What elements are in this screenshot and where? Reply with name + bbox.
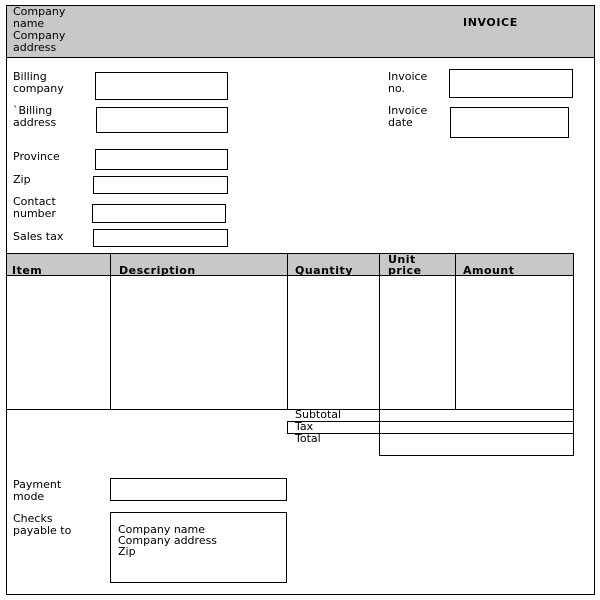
sales-tax-label: Sales tax (13, 230, 64, 243)
sales-tax-field[interactable] (93, 229, 228, 247)
zip-field[interactable] (93, 176, 228, 194)
invoice-date-field[interactable] (450, 107, 569, 138)
subtotal-label: Subtotal (295, 408, 342, 421)
contact-number-label: Contact number (13, 195, 56, 220)
column-divider (455, 253, 456, 410)
description-column-header: Description (119, 264, 196, 277)
unit-price-column-header: Unit price (388, 253, 422, 277)
contact-number-field[interactable] (92, 204, 226, 223)
billing-address-label: `Billing address (13, 104, 57, 129)
province-field[interactable] (95, 149, 228, 170)
zip-label: Zip (13, 173, 31, 186)
invoice-no-label: Invoice no. (388, 70, 428, 95)
checks-payable-label: Checks payable to (13, 512, 72, 537)
payment-mode-field[interactable] (110, 478, 287, 501)
payee-details: Company name Company address Zip (118, 523, 218, 558)
company-name-label: Company name (13, 5, 66, 30)
invoice-title: INVOICE (463, 16, 518, 29)
item-column-header: Item (12, 264, 43, 277)
column-divider (287, 253, 288, 410)
billing-company-field[interactable] (95, 72, 228, 100)
tax-label: Tax (295, 420, 314, 433)
amount-column-header: Amount (463, 264, 515, 277)
tax-left-rule (287, 421, 288, 433)
totals-bottom-rule (379, 455, 574, 456)
items-table-body[interactable] (6, 276, 574, 410)
invoice-date-label: Invoice date (388, 104, 428, 129)
total-label: Total (295, 432, 321, 445)
subtotal-value-field[interactable] (380, 410, 573, 421)
province-label: Province (13, 150, 60, 163)
total-value-field[interactable] (380, 434, 573, 455)
column-divider (110, 253, 111, 410)
billing-address-field[interactable] (96, 107, 228, 133)
payment-mode-label: Payment mode (13, 478, 62, 503)
company-address-label: Company address (13, 29, 66, 54)
billing-company-label: Billing company (13, 70, 64, 95)
invoice-header (6, 5, 595, 58)
tax-value-field[interactable] (380, 422, 573, 433)
quantity-column-header: Quantity (295, 264, 353, 277)
column-divider (379, 253, 380, 410)
invoice-no-field[interactable] (449, 69, 573, 98)
